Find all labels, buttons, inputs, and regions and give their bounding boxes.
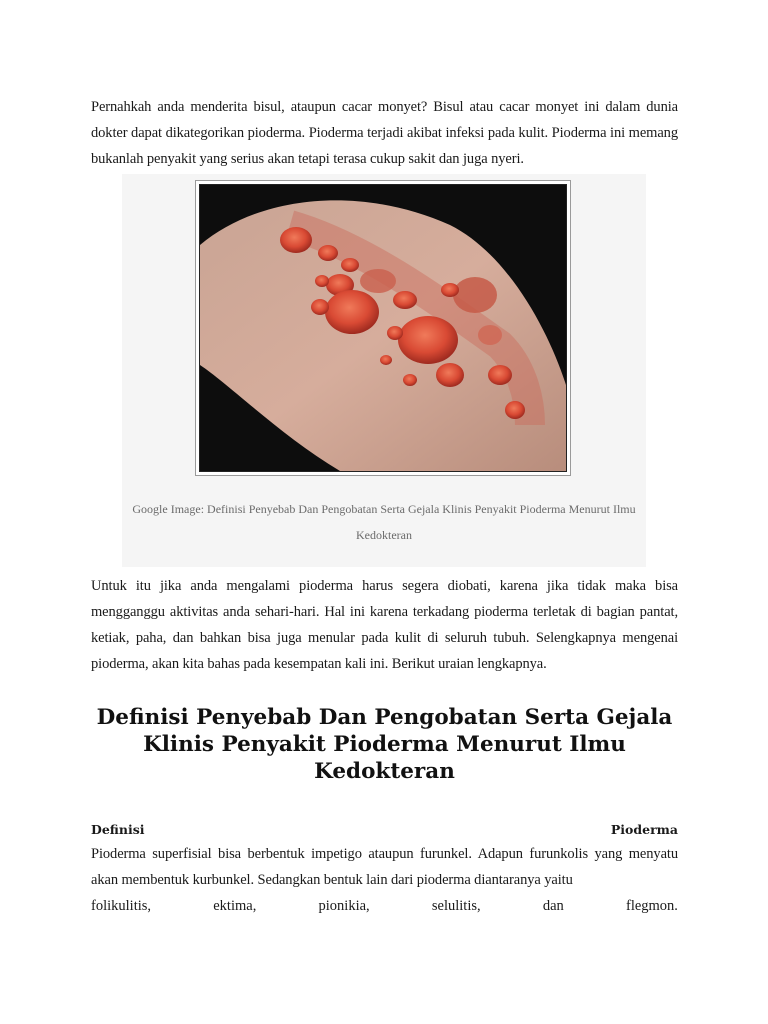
definition-paragraph: Pioderma superfisial bisa berbentuk impetigo ataupun furunkel. Adapun furunkolis yang menyatu akan membentuk kurbunkel. Sedangkan bentuk lain dari pioderma diantaranya yaitu bbox=[91, 846, 678, 888]
definition-last-line bbox=[91, 893, 678, 919]
list-word: dan bbox=[542, 898, 564, 914]
section-subheading bbox=[91, 819, 678, 841]
list-word: pionikia, bbox=[318, 898, 370, 914]
body-paragraph: Untuk itu jika anda mengalami pioderma harus segera diobati, karena jika tidak maka bisa mengganggu aktivitas anda sehari-hari. Hal ini karena terkadang pioderma terletak di bagian pantat, ketiak, paha, dan bahkan bisa juga menular pada kulit di seluruh tubuh. Selengkapnya mengenai pioderma, akan kita bahas pada kesempatan kali ini. Berikut uraian lengkapnya. bbox=[91, 578, 678, 672]
figure-caption: Google Image: Definisi Penyebab Dan Pengobatan Serta Gejala Klinis Penyakit Pioderma Menurut Ilmu Kedokteran bbox=[132, 502, 636, 542]
skin-lesion-image bbox=[199, 184, 567, 472]
list-word: ektima, bbox=[213, 898, 257, 914]
intro-paragraph: Pernahkah anda menderita bisul, ataupun cacar monyet? Bisul atau cacar monyet ini dalam dunia dokter dapat dikategorikan pioderma. Pioderma terjadi akibat infeksi pada kulit. Pioderma ini memang bukanlah penyakit yang serius akan tetapi terasa cukup sakit dan juga nyeri. bbox=[91, 99, 678, 167]
skin-lesion-photo bbox=[195, 180, 571, 476]
list-word: folikulitis, bbox=[91, 898, 152, 914]
list-word: flegmon. bbox=[625, 898, 678, 914]
subheading-left: Definisi bbox=[91, 822, 145, 837]
article-heading: Definisi Penyebab Dan Pengobatan Serta Gejala Klinis Penyakit Pioderma Menurut Ilmu Kedokteran bbox=[96, 705, 673, 784]
document-page bbox=[91, 94, 678, 919]
subheading-right: Pioderma bbox=[610, 822, 678, 837]
list-word: selulitis, bbox=[431, 898, 481, 914]
figure bbox=[122, 174, 646, 567]
